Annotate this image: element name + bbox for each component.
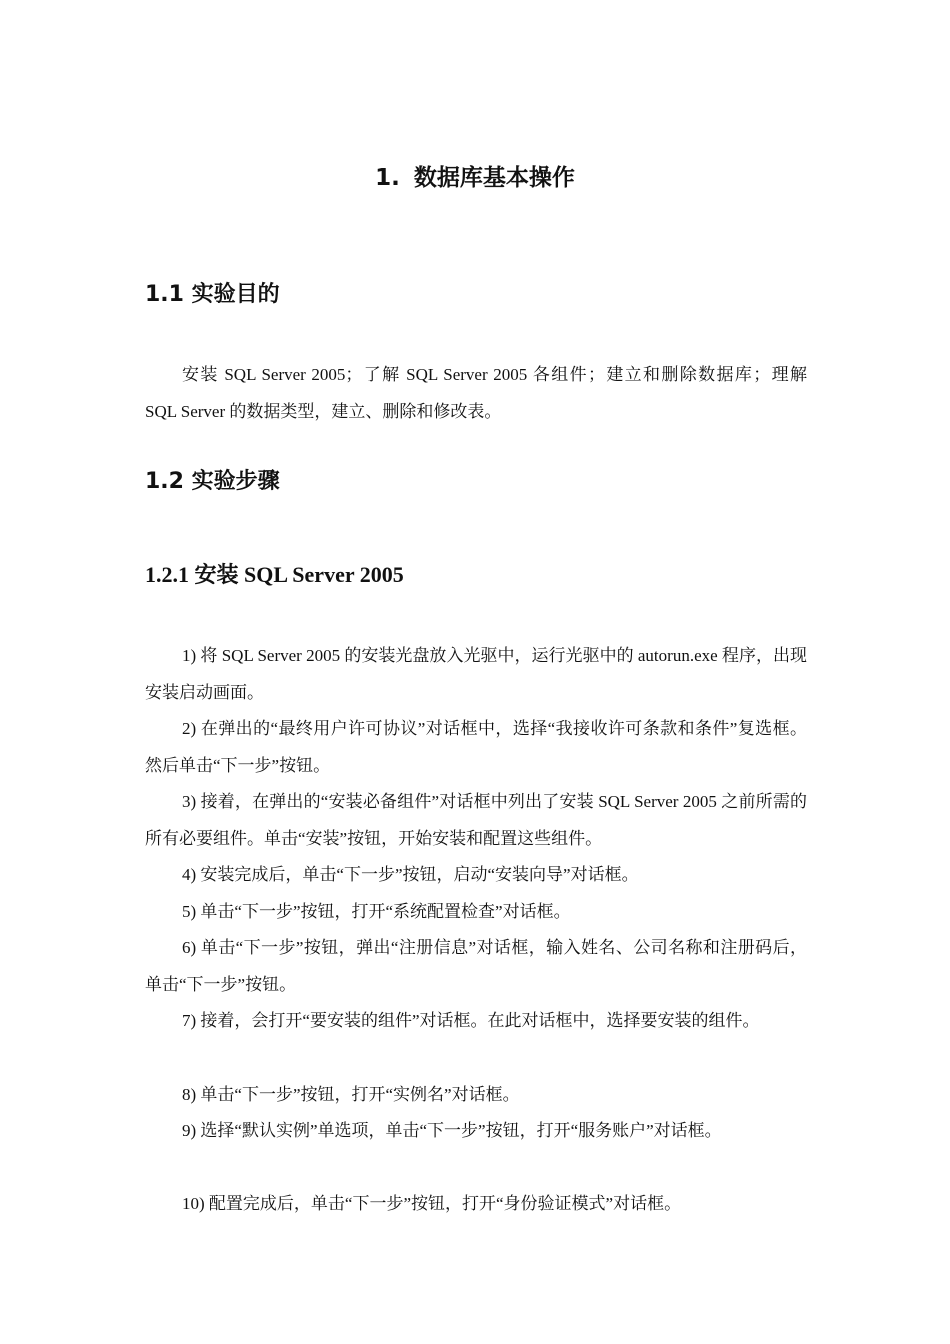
section-heading-steps: 1.2 实验步骤	[145, 469, 280, 494]
step-item: 4) 安装完成后，单击“下一步”按钮，启动“安装向导”对话框。	[182, 865, 639, 884]
step-item: 9) 选择“默认实例”单选项，单击“下一步”按钮，打开“服务账户”对话框。	[182, 1121, 722, 1140]
chapter-title-text: 数据库基本操作	[413, 165, 575, 191]
chapter-title	[0, 160, 950, 196]
section-heading-objectives: 1.1 实验目的	[145, 282, 280, 307]
chapter-number: 1.	[375, 165, 400, 191]
objectives-paragraph: 安装 SQL Server 2005；了解 SQL Server 2005 各组件；建立和删除数据库；理解 SQL Server 的数据类型，建立、删除和修改表。	[145, 365, 807, 421]
subsection-heading-install: 1.2.1 安装 SQL Server 2005	[145, 562, 404, 587]
step-item: 2) 在弹出的“最终用户许可协议”对话框中，选择“我接收许可条款和条件”复选框。然后单击“下一步”按钮。	[145, 719, 807, 775]
step-item: 5) 单击“下一步”按钮，打开“系统配置检查”对话框。	[182, 902, 571, 921]
step-item: 3) 接着，在弹出的“安装必备组件”对话框中列出了安装 SQL Server 2005 之前所需的所有必要组件。单击“安装”按钮，开始安装和配置这些组件。	[145, 792, 807, 848]
step-item: 6) 单击“下一步”按钮，弹出“注册信息”对话框，输入姓名、公司名称和注册码后，单击“下一步”按钮。	[145, 938, 807, 994]
step-item: 8) 单击“下一步”按钮，打开“实例名”对话框。	[182, 1085, 520, 1104]
step-item: 10) 配置完成后，单击“下一步”按钮，打开“身份验证模式”对话框。	[182, 1194, 682, 1213]
step-item: 1) 将 SQL Server 2005 的安装光盘放入光驱中，运行光驱中的 autorun.exe 程序，出现安装启动画面。	[145, 646, 807, 702]
step-item: 7) 接着，会打开“要安装的组件”对话框。在此对话框中，选择要安装的组件。	[182, 1011, 760, 1030]
